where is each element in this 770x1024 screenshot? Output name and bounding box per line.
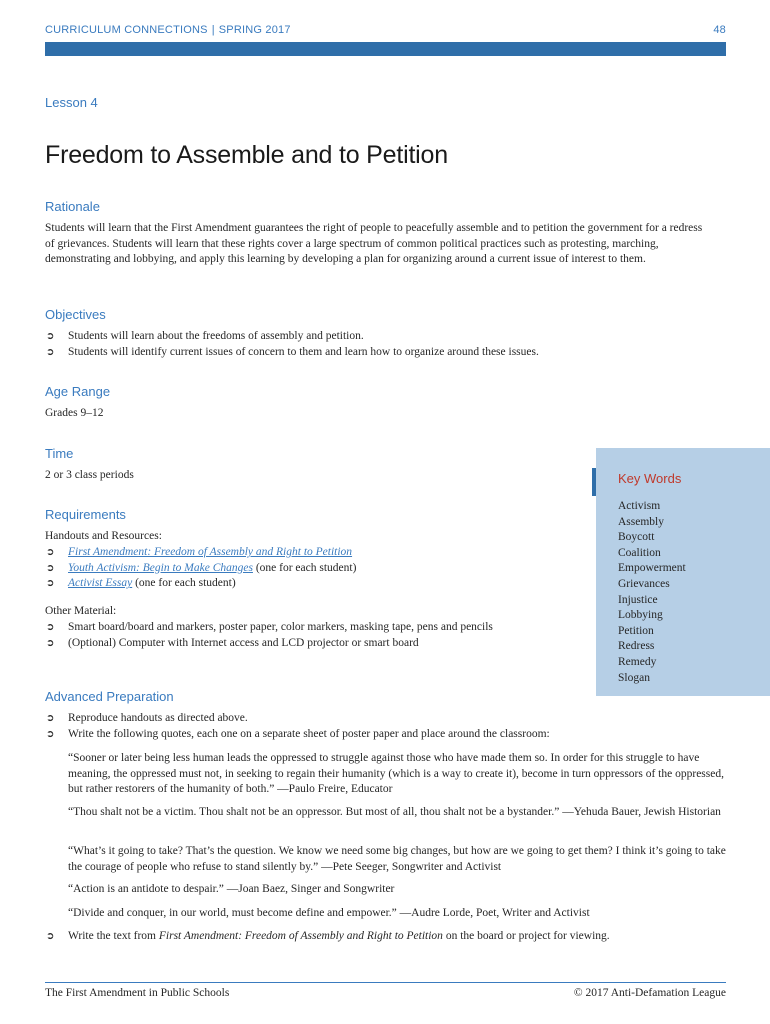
keyword: Injustice bbox=[618, 593, 658, 606]
final-step-prefix: Write the text from bbox=[68, 930, 159, 942]
handout-note: (one for each student) bbox=[132, 577, 236, 590]
age-range-text: Grades 9–12 bbox=[45, 407, 104, 419]
circled-arrow-icon: ➲ bbox=[46, 637, 55, 649]
material-text: Smart board/board and markers, poster paper, color markers, masking tape, pens and pencils bbox=[68, 621, 493, 633]
quote-freire: “Sooner or later being less human leads the oppressed to struggle against those who have made them so. In order for this struggle to have meaning, the oppressed must not, in seeking to regain their humanity (which is a way to create it), become in turn oppressors of the oppressed, but rather restorers of the humanity of both.” —Paulo Freire, Educator bbox=[68, 752, 724, 796]
requirements-heading: Requirements bbox=[45, 507, 126, 522]
publication-name: CURRICULUM CONNECTIONS bbox=[45, 24, 208, 36]
keyword: Assembly bbox=[618, 515, 664, 528]
circled-arrow-icon: ➲ bbox=[46, 547, 55, 558]
quote-baez: “Action is an antidote to despair.” —Joan Baez, Singer and Songwriter bbox=[68, 883, 395, 895]
prep-text: Write the following quotes, each one on a separate sheet of poster paper and place around the classroom: bbox=[68, 727, 550, 740]
list-item bbox=[45, 561, 565, 577]
keyword: Slogan bbox=[618, 671, 650, 684]
page-header bbox=[45, 24, 726, 40]
final-step-suffix: on the board or project for viewing. bbox=[442, 930, 610, 942]
advanced-preparation-heading: Advanced Preparation bbox=[45, 689, 174, 704]
keyword: Grievances bbox=[618, 577, 670, 590]
prep-text: Reproduce handouts as directed above. bbox=[68, 712, 248, 724]
footer-rule bbox=[45, 982, 726, 983]
list-item bbox=[45, 636, 545, 652]
quote-bauer: “Thou shalt not be a victim. Thou shalt not be an oppressor. But most of all, thou shalt not be a bystander.” —Yehuda Bauer, Jewish Historian bbox=[68, 806, 721, 818]
circled-arrow-icon: ➲ bbox=[46, 331, 55, 342]
circled-arrow-icon: ➲ bbox=[46, 578, 55, 590]
list-item bbox=[45, 929, 725, 945]
page-title: Freedom to Assemble and to Petition bbox=[45, 141, 448, 169]
handouts-list bbox=[45, 545, 565, 592]
keyword: Coalition bbox=[618, 546, 661, 559]
final-step-title: First Amendment: Freedom of Assembly and Right to Petition bbox=[158, 930, 443, 942]
material-text: (Optional) Computer with Internet access and LCD projector or smart board bbox=[68, 636, 419, 649]
handouts-label: Handouts and Resources: bbox=[45, 530, 162, 542]
keyword: Petition bbox=[618, 624, 654, 637]
keywords-heading: Key Words bbox=[618, 471, 682, 486]
page-number: 48 bbox=[713, 24, 726, 36]
list-item bbox=[45, 345, 725, 361]
final-step-list bbox=[45, 929, 725, 945]
quote-lorde: “Divide and conquer, in our world, must become define and empower.” —Audre Lorde, Poet, Writer and Activist bbox=[68, 907, 590, 919]
circled-arrow-icon: ➲ bbox=[46, 346, 55, 358]
keyword: Remedy bbox=[618, 655, 657, 668]
handout-link[interactable]: First Amendment: Freedom of Assembly and Right to Petition bbox=[68, 546, 353, 558]
list-item bbox=[45, 711, 725, 727]
list-item bbox=[45, 545, 565, 561]
circled-arrow-icon: ➲ bbox=[46, 713, 55, 724]
list-item bbox=[45, 727, 725, 743]
time-heading: Time bbox=[45, 446, 74, 461]
handout-link[interactable]: Activist Essay bbox=[68, 577, 133, 590]
objectives-heading: Objectives bbox=[45, 307, 106, 322]
objective-text: Students will learn about the freedoms of assembly and petition. bbox=[68, 330, 364, 342]
publication-season: SPRING 2017 bbox=[218, 24, 291, 36]
circled-arrow-icon: ➲ bbox=[46, 562, 55, 574]
age-range-heading: Age Range bbox=[45, 384, 111, 399]
time-text: 2 or 3 class periods bbox=[45, 469, 134, 481]
other-material-list bbox=[45, 620, 545, 651]
circled-arrow-icon: ➲ bbox=[46, 931, 55, 942]
objectives-list bbox=[45, 329, 725, 360]
footer-right: © 2017 Anti-Defamation League bbox=[573, 987, 726, 999]
header-separator: | bbox=[211, 24, 215, 36]
header-bar bbox=[45, 42, 726, 56]
other-material-label: Other Material: bbox=[45, 605, 117, 617]
keyword: Redress bbox=[618, 640, 655, 653]
rationale-heading: Rationale bbox=[45, 199, 100, 214]
circled-arrow-icon: ➲ bbox=[46, 622, 55, 633]
keyword: Activism bbox=[618, 500, 661, 512]
keyword: Lobbying bbox=[618, 609, 663, 622]
circled-arrow-icon: ➲ bbox=[46, 728, 55, 740]
objective-text: Students will identify current issues of concern to them and learn how to organize around these issues. bbox=[68, 345, 539, 358]
advanced-list bbox=[45, 711, 725, 742]
list-item bbox=[45, 620, 545, 636]
handout-note: (one for each student) bbox=[252, 561, 357, 574]
quote-seeger: “What’s it going to take? That’s the question. We know we need some big changes, but how are we going to get them? I think it’s going to take the courage of people who refuse to stand silently by.” —Pete Seeger, Songwriter and Activist bbox=[68, 845, 726, 873]
keyword: Empowerment bbox=[618, 562, 686, 575]
list-item bbox=[45, 576, 565, 592]
keywords-box bbox=[596, 448, 770, 696]
keywords-list bbox=[618, 499, 686, 686]
list-item bbox=[45, 329, 725, 345]
keyword: Boycott bbox=[618, 531, 655, 544]
rationale-text: Students will learn that the First Amendment guarantees the right of people to peacefully assemble and to petition the government for a redress of grievances. Students will learn that these rights cover a large spectrum of common political practices such as protesting, marching, demonstrating and lobbying, and apply this learning by developing a plan for organizing around a current issue of interest to them. bbox=[45, 222, 703, 266]
footer-left: The First Amendment in Public Schools bbox=[45, 987, 230, 999]
handout-link[interactable]: Youth Activism: Begin to Make Changes bbox=[68, 561, 253, 574]
lesson-label: Lesson 4 bbox=[45, 95, 98, 110]
